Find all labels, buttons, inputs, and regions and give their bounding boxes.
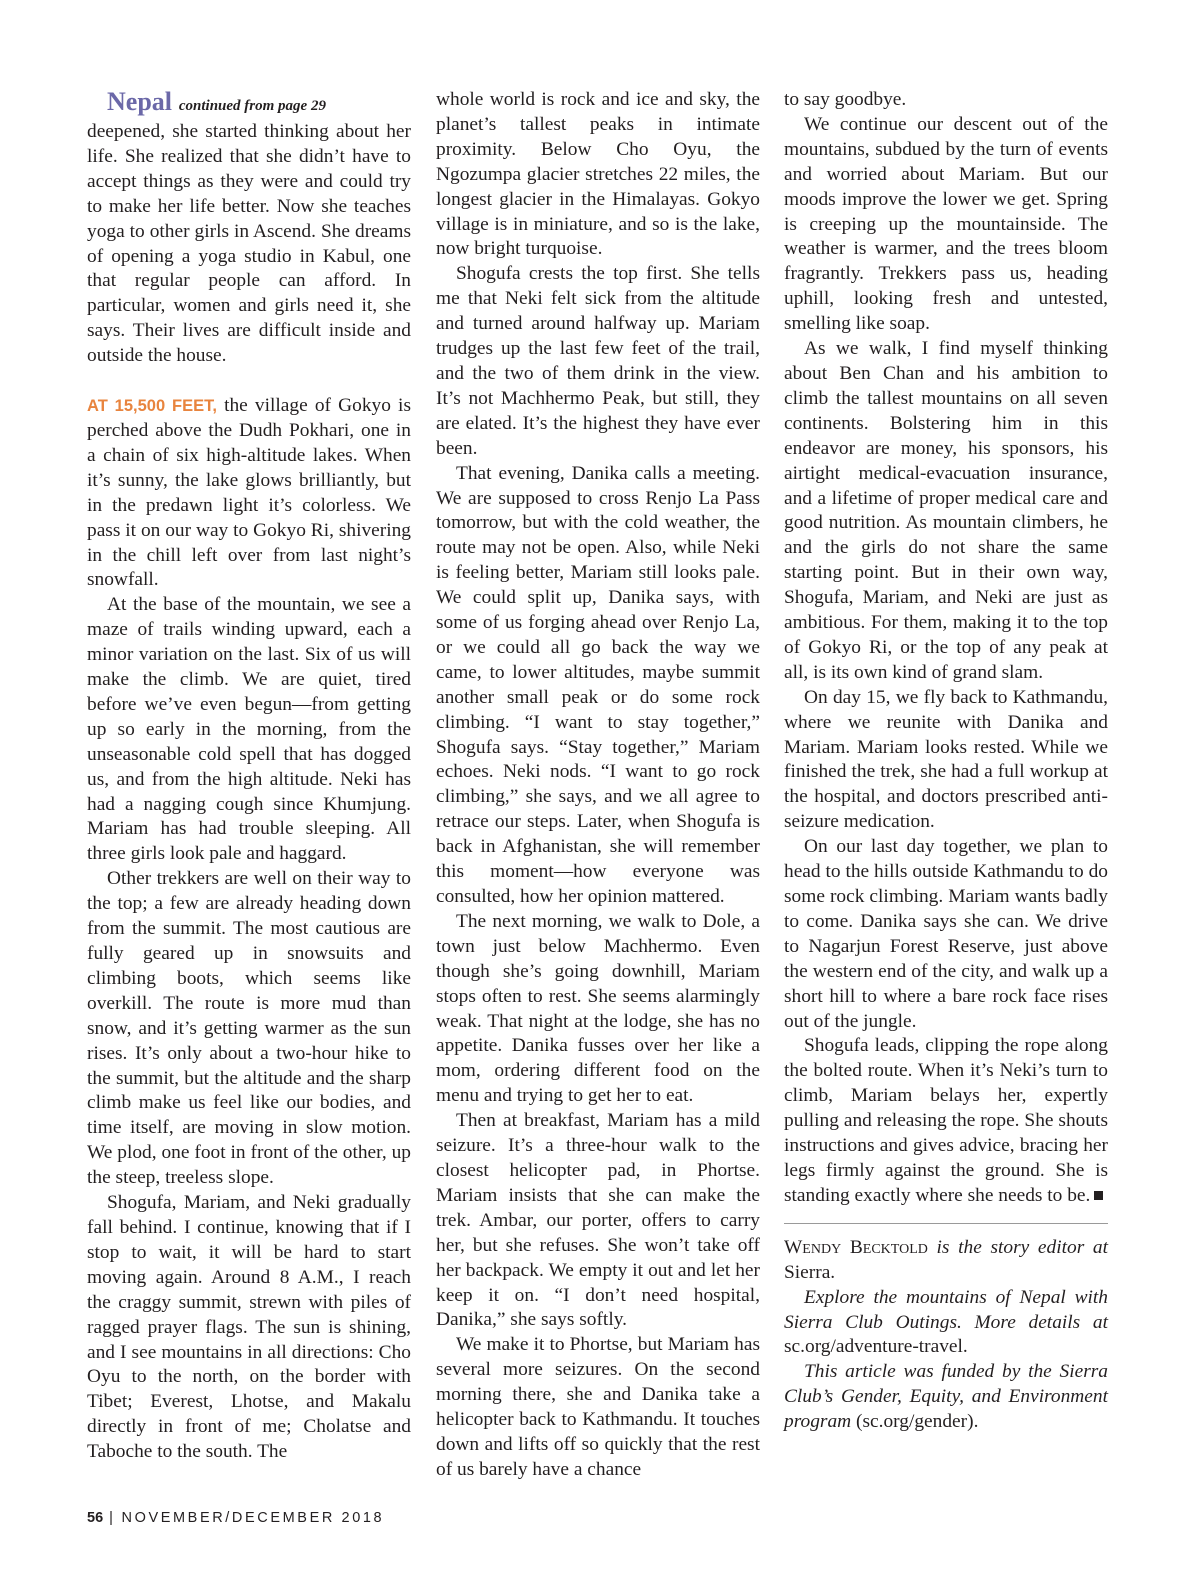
explore-text: Explore the mountains of Nepal with Sierra Club Outings. More details at: [784, 1286, 1108, 1333]
page-number: 56: [87, 1510, 104, 1526]
paragraph: deepened, she started thinking about her life. She realized that she didn’t have to accept things as they were and could try to make her life better. Now she teaches yoga to other girls in Ascend. She dreams of opening a yoga studio in Kabul, one that regular people can afford. In particular, women and girls need it, she says. Their lives are difficult inside and outside the house.: [87, 121, 411, 367]
paragraph: [784, 1034, 1108, 1208]
paragraph: Other trekkers are well on their way to the top; a few are already heading down from the summit. The most cautious are fully geared up in snowsuits and climbing boots, which seems like overkill. The route is more mud than snow, and it’s getting warmer as the sun rises. It’s only about a two-hour hike to the summit, but the altitude and the sharp climb make us feel like our bodies, and time itself, are moving in slow motion. We plod, one foot in front of the other, up the steep, treeless slope.: [87, 868, 411, 1189]
paragraph: As we walk, I find myself thinking about Ben Chan and his ambition to climb the tallest mountains on all seven continents. Bolstering him in this endeavor are money, his sponsors, his airtight medical-evacuation insurance, and a lifetime of proper medical care and good nutrition. As mountain climbers, he and the girls do not share the same starting point. But in their own way, Shogufa, Mariam, and Neki are just as ambitious. For them, making it to the top of Gokyo Ri, or the top of any peak at all, is its own kind of grand slam.: [784, 338, 1108, 683]
paragraph: On our last day together, we plan to head to the hills outside Kathmandu to do some rock climbing. Mariam wants badly to come. Danika says she can. We drive to Nagarjun Forest Reserve, just above the western end of the city, and walk up a short hill to where a bare rock face rises out of the jungle.: [784, 836, 1108, 1032]
author-name: Wendy Becktold: [784, 1236, 928, 1258]
paragraph-text: the village of Gokyo is perched above the Dudh Pokhari, one in a chain of six high-altitude lakes. When it’s sunny, the lake glows brilliantly, but in the predawn light it’s colorless. We pass it on our way to Gokyo Ri, shivering in the chill left over from last night’s snowfall.: [87, 395, 411, 591]
column-1: [87, 88, 411, 1465]
funding-text: This article was funded by the Sierra Club’s Gender, Equity, and Environment program: [784, 1361, 1108, 1433]
paragraph: The next morning, we walk to Dole, a town just below Machhermo. Even though she’s going downhill, Mariam stops often to rest. She seems alarmingly weak. That night at the lodge, she has no appetite. Danika fusses over her like a mom, ordering different food on the menu and trying to get her to eat.: [436, 910, 760, 1107]
paragraph: We make it to Phortse, but Mariam has several more seizures. On the second morning there, she and Danika take a helicopter back to Kathmandu. It touches down and lifts off so quickly that the rest of us barely have a chance: [436, 1334, 760, 1480]
paragraph: [87, 394, 411, 593]
divider: [784, 1223, 1108, 1224]
paragraph: Shogufa, Mariam, and Neki gradually fall behind. I continue, knowing that if I stop to wait, it will be hard to start moving again. Around 8 A.M., I reach the craggy summit, strewn with piles of ragged prayer flags. The sun is shining, and I see mountains in all directions: Cho Oyu to the north, on the border with Tibet; Everest, Lhotse, and Makalu directly in front of me; Cholatse and Taboche to the south. The: [87, 1192, 411, 1463]
section-name: Nepal: [107, 87, 172, 116]
author-bio: [784, 1236, 1108, 1435]
author-role: is the story editor at: [927, 1236, 1108, 1258]
page-footer: [87, 1510, 384, 1526]
explore-link[interactable]: sc.org/adventure-travel.: [784, 1336, 968, 1358]
paragraph: Then at breakfast, Mariam has a mild seizure. It’s a three-hour walk to the closest helicopter pad, in Phortse. Mariam insists that she can make the trek. Ambar, our porter, offers to carry her, but she refuses. She won’t take off her backpack. We empty it out and let her keep it on. “I don’t need hospital, Danika,” she says softly.: [436, 1110, 760, 1331]
paragraph: We continue our descent out of the mountains, subdued by the turn of events and worried about Mariam. But our moods improve the lower we get. Spring is creeping up the mountainside. The weather is warmer, and the trees bloom fragrantly. Trekkers pass us, heading uphill, looking fresh and untested, smelling like soap.: [784, 113, 1108, 335]
footer-separator: |: [109, 1510, 116, 1526]
continued-note: continued from page 29: [178, 98, 326, 114]
paragraph: On day 15, we fly back to Kathmandu, where we reunite with Danika and Mariam. Mariam looks rested. While we finished the trek, she had a full workup at the hospital, and doctors prescribed anti-seizure medication.: [784, 686, 1108, 833]
paragraph-text: Shogufa leads, clipping the rope along the bolted route. When it’s Neki’s turn to climb, Mariam belays her, expertly pulling and releasing the rope. She shouts instructions and gives advice, bracing her legs firmly against the ground. She is standing exactly where she needs to be.: [784, 1035, 1108, 1206]
paragraph: to say goodbye.: [784, 89, 907, 110]
lead-in: AT 15,500 FEET,: [87, 397, 217, 416]
column-3: [784, 88, 1108, 1435]
column-2: [436, 88, 760, 1483]
bio-line: [784, 1236, 1108, 1286]
section-header: [87, 88, 411, 120]
bio-line: [784, 1360, 1108, 1435]
bio-line: [784, 1286, 1108, 1361]
end-mark-icon: [1094, 1191, 1103, 1200]
issue-date: NOVEMBER/DECEMBER 2018: [121, 1510, 385, 1526]
paragraph: Shogufa crests the top first. She tells me that Neki felt sick from the altitude and turned around halfway up. Mariam trudges up the last few feet of the trail, and the two of them drink in the view. It’s not Machhermo Peak, but still, they are elated. It’s the highest they have ever been.: [436, 263, 760, 459]
paragraph: whole world is rock and ice and sky, the planet’s tallest peaks in intimate proximity. Below Cho Oyu, the Ngozumpa glacier stretches 22 miles, the longest glacier in the Himalayas. Gokyo village is in miniature, and so is the lake, now bright turquoise.: [436, 89, 760, 260]
outlet-name: Sierra.: [784, 1261, 836, 1283]
funding-link[interactable]: (sc.org/gender).: [856, 1411, 979, 1433]
paragraph: That evening, Danika calls a meeting. We are supposed to cross Renjo La Pass tomorrow, but with the cold weather, the route may not be open. Also, while Neki is feeling better, Mariam still looks pale. We could split up, Danika says, with some of us forging ahead over Renjo La, or we could all go back the way we came, to lower altitudes, maybe summit another small peak or do some rock climbing. “I want to stay together,” Shogufa says. “Stay together,” Mariam echoes. Neki nods. “I want to go rock climbing,” she says, and we all agree to retrace our steps. Later, when Shogufa is back in Afghanistan, she will remember this moment—how everyone was consulted, how her opinion mattered.: [436, 462, 760, 907]
paragraph: At the base of the mountain, we see a maze of trails winding upward, each a minor variation on the last. Six of us will make the climb. We are quiet, tired before we’ve even begun—from getting up so early in the morning, from the unseasonable cold spell that has dogged us, and from the high altitude. Neki has had a nagging cough since Khumjung. Mariam has had trouble sleeping. All three girls look pale and haggard.: [87, 594, 411, 865]
